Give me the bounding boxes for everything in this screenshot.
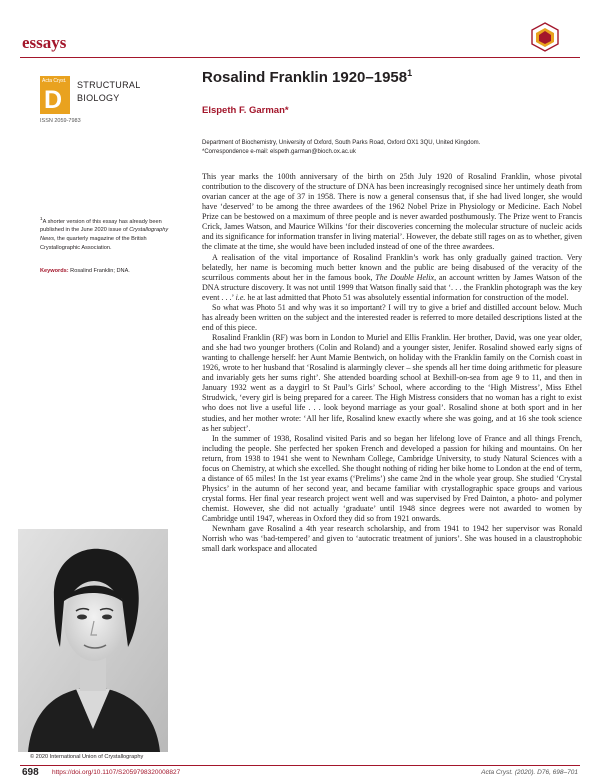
journal-name-line2: BIOLOGY (77, 93, 120, 103)
copyright: © 2020 International Union of Crystallography (30, 754, 144, 760)
keywords-value: Rosalind Franklin; DNA. (68, 268, 130, 274)
footnote-text-end: , the quarterly magazine of the British Crystallographic Association. (40, 236, 147, 251)
title-footnote-mark[interactable]: 1 (407, 68, 413, 78)
keywords (40, 267, 170, 276)
doi-link[interactable]: https://doi.org/10.1107/S2059798320008827 (52, 769, 181, 776)
paragraph-2-part-b: , an account written by James Watson of the DNA structure discovery. It was not until 1999 that Watson finally said that ‘. . . the Franklin photograph was the key event . . .’ (202, 272, 582, 302)
paragraph-4: Rosalind Franklin (RF) was born in London to Muriel and Ellis Franklin. Her brother, David, was one year older, and she had two younger brothers (Colin and Roland) and a younger sister, Jenifer. Rosalind showed early signs of wanting to challenge herself: her Aunt Mamie Bentwich, on holiday with the Franklin family on the Cornish coast in 1926, wrote to her husband that ‘Rosalind is alarmingly clever – she spends all her time doing arithmetic for pleasure and invariably gets her sums right’. She attended boarding school at Bexhill-on-sea from age 9 to 11, and then in January 1932 went as a daygirl to St Paul’s Girls’ School, where according to the ‘High Mistress’, Miss Ethel Strudwick, ‘every girl is being prepared for a career. The High Mistress considers that no woman has a right to exist who does not live a useful life . . . look beyond marriage as your goal’. Rosalind shone at both sport and in her studies, and her mother wrote: ‘All her life, Rosalind knew exactly where she was going, and at 16 she took science as her subject’. (202, 333, 582, 433)
paragraph-2 (202, 253, 582, 303)
journal-name-line1: STRUCTURAL (77, 80, 141, 90)
paragraph-2-part-c: he at last admitted that Photo 51 was absolutely essential information for construction of the model. (245, 292, 569, 302)
iucr-logo (530, 22, 560, 52)
journal-name (77, 79, 141, 105)
portrait-illustration (18, 529, 168, 752)
header-rule (20, 57, 580, 58)
journal-box-abbrev: Acta Cryst. (42, 78, 67, 84)
footnote-italic: Crystallography News (40, 227, 169, 243)
paragraph-6: Newnham gave Rosalind a 4th year research scholarship, and from 1941 to 1942 her supervisor was Ronald Norrish who was ‘bad-tempered’ and given to ‘autocratic treatment of juniors’. She was housed in a claustrophobic small dark workspace and allocated (202, 524, 582, 554)
paragraph-2-ie: i.e. (235, 292, 246, 302)
author-name: Elspeth F. Garman* (202, 105, 289, 116)
author-affiliation (202, 139, 480, 157)
paragraph-5: In the summer of 1938, Rosalind visited Paris and so began her lifelong love of France and all things French, including the people. She perfected her spoken French and developed a passion for hiking and mountains. On her return, from 1938 to 1941 she went to Newnham College, Cambridge University, to study Natural Sciences with a focus on Chemistry, at which she excelled. She thought nothing of riding her bike home to London at the end of term, a distance of 65 miles! In the 1st year exams (‘Prelims’) she came 2nd in the whole year group. She studied ‘Crystal Physics’ in the autumn of her second year, and became familiar with crystallographic space groups and various crystal forms. Her final year research project went well and was supervised by Fred Dainton, a photo- and polymer chemist. However, she did not actually ‘graduate’ until 1948 since degrees were not awarded to women by Cambridge until 1947, whereas in Oxford they did so from 1921 onwards. (202, 433, 582, 524)
article-title-text: Rosalind Franklin 1920–1958 (202, 69, 408, 86)
page-number: 698 (22, 767, 39, 778)
keywords-label: Keywords: (40, 268, 69, 274)
journal-citation: Acta Cryst. (2020). D76, 698–701 (481, 769, 578, 776)
portrait-photo (18, 529, 168, 752)
journal-box-letter: D (44, 86, 63, 114)
footer-rule (20, 765, 580, 766)
affiliation-text: Department of Biochemistry, University of Oxford, South Parks Road, Oxford OX1 3QU, United Kingdom. (202, 140, 481, 146)
paragraph-2-part-a: A realisation of the vital importance of Rosalind Franklin’s work has only gradually gained traction. Very belatedly, her name is becoming much better known and the public are being disabused of the veracity of the scurrilous comments about her in the famous book, (202, 252, 582, 282)
footnote-mark: 1 (40, 216, 43, 221)
correspondence-email[interactable]: *Correspondence e-mail: elspeth.garman@bioch.ox.ac.uk (202, 149, 356, 155)
paragraph-3: So what was Photo 51 and why was it so important? I will try to give a brief and distilled account below. Much has already been written on the subject and the interested reader is referred to more detailed descriptions listed at the end of this piece. (202, 302, 582, 332)
article-body (202, 172, 582, 554)
article-title (202, 68, 412, 86)
footnote-text: A shorter version of this essay has already been published in the June 2020 issue of (40, 218, 162, 234)
issn: ISSN 2059-7983 (40, 118, 81, 124)
paragraph-1: This year marks the 100th anniversary of the birth on 25th July 1920 of Rosalind Franklin, whose pivotal contribution to the discovery of the structure of DNA has been increasingly recognised since her untimely death from ovarian cancer at the age of 37 in 1958. There is now a general consensus that, if she had lived longer, she would have ‘deserved’ to be among the three awardees of the 1962 Nobel Prize in Physiology or Medicine. Each Nobel Prize can be bestowed on a maximum of three people and is never awarded posthumously. The Prize went to Francis Crick, James Watson, and Maurice Wilkins ‘for their discoveries concerning the molecular structure of nucleic acids and its significance for information transfer in living material’. However, the debate still rages on as to whether, given the climate at the time, she would have been included instead of one of the three awardees. (202, 172, 582, 252)
journal-logo (40, 76, 70, 114)
section-label: essays (22, 33, 67, 52)
book-title: The Double Helix (375, 272, 435, 282)
title-footnote (40, 215, 170, 252)
